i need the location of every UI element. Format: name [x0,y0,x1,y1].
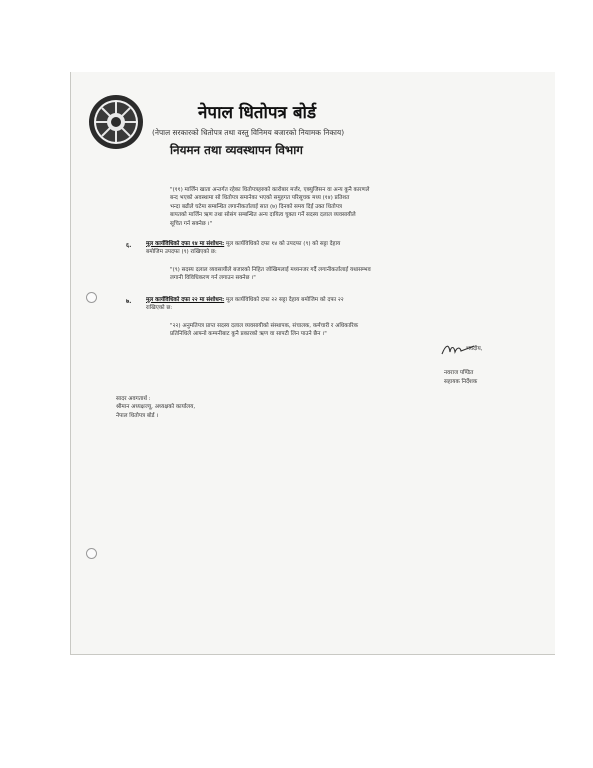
amendment-6-quote [170,266,496,283]
amendment-7-quote [170,322,496,339]
letter-sheet [70,72,555,655]
quote-line: प्रतिनिधिले आफ्नो कम्पनीबाट कुनै प्रकारको ऋण वा सापटी लिन पाउने छैन ।" [170,331,327,338]
amendment-number: ६. [126,242,132,249]
amendment-heading: मूल कार्यविधिको दफा १४ मा संशोधन: [146,241,225,247]
punch-hole-lower [86,548,97,559]
intro-quote-line: भन्दा बढीले घटेमा सम्बन्धित लगानीकर्तालाई सात (७) दिनको समय दिई उक्त धितोपत्र [170,203,342,210]
signatory-name: नवराज पण्डित [444,370,474,376]
punch-hole-upper [86,292,97,303]
signature-closing: भवदीय, [466,346,483,352]
organization-name: नेपाल धितोपत्र बोर्ड [198,103,317,123]
amendment-heading: मूल कार्यविधिको दफा २२ मा संशोधन: [146,297,225,303]
amendment-text: मूल कार्यविधिको दफा १४ को उपदफा (९) को सट्टा देहाय [226,241,341,247]
cc-line: नेपाल धितोपत्र बोर्ड । [116,412,159,419]
amendment-number: ७. [126,298,132,305]
signatory-title: सहायक निर्देशक [444,379,478,385]
quote-line: लगानी विविधिकरण गर्न लगाउन सक्नेछ ।" [170,275,256,282]
amendment-text: मूल कार्यविधिको दफा २२ सट्टा देहाय बमोजिम को दफा २२ [226,297,344,303]
amendment-text: राखिएको छ: [146,305,173,312]
amendment-7 [146,296,486,313]
quote-line: "२२) अनुमतिपत्र प्राप्त सदस्य दलाल व्यवसायीको संस्थापक, संचालक, कर्मचारी र अधिकारिक [170,323,359,329]
intro-quote-line: बन्द भएको अवस्थामा सो धितोपत्र समानेका भएको समुहगत परिसूचक मध्य (१४) प्रतिशत [170,195,350,202]
board-emblem-logo [88,94,144,150]
organization-subtitle: (नेपाल सरकारको धितोपत्र तथा वस्तु विनिमय बजारको नियामक निकाय) [152,128,345,137]
amendment-text: बमोजिम उपदफा (९) राखिएको छ: [146,249,217,256]
amendment-6 [146,240,486,257]
intro-quote-line: "(११) मार्जिन खाता अन्तर्गत रहेका धितोपत्रहरुको कारोबार मर्जर, एक्युजिसन वा अन्य कुनै कारणले [170,187,370,193]
cc-block [116,395,316,420]
intro-quote-line: बापतको मार्जिन ऋण तथा सोसंग सम्बन्धित अन्य दायित्व चुक्ता गर्ने सदस्य दलाल व्यवसायीले [170,212,356,219]
department-name: नियमन तथा व्यवस्थापन विभाग [170,143,303,157]
cc-line: श्रीमान अध्यक्षज्यू, अध्यक्षको कार्यालय, [116,404,196,411]
intro-quote [170,186,496,228]
intro-quote-line: सूचित गर्न सक्नेछ ।" [170,220,213,227]
cc-label: सादर अवगतार्थ : [116,396,151,402]
quote-line: "(९) सदस्य दलाल व्यवसायीले बजारको निहित जोखिमलाई मध्यनजर गर्दै लगानीकर्तालाई यथासम्भव [170,267,371,273]
